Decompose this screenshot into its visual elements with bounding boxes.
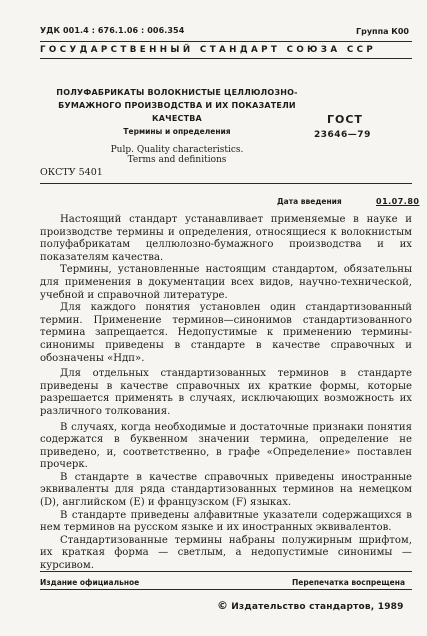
gost-label: ГОСТ: [327, 113, 363, 126]
english-title-line: Terms and definitions: [127, 155, 227, 165]
english-title: [52, 145, 302, 165]
title-line: КАЧЕСТВА: [152, 114, 202, 123]
effective-date-value: 01.07.80: [376, 197, 420, 206]
body-paragraph: Стандартизованные термины набраны полужирным шрифтом, их краткая форма — светлым, а недопустимые синонимы — курсивом.: [40, 534, 412, 572]
english-title-line: Pulp. Quality characteristics.: [110, 145, 244, 155]
gost-number: 23646—79: [314, 130, 371, 140]
body-paragraph: Настоящий стандарт устанавливает применяемые в науке и производстве термины и определения, относящиеся к волокнистым полуфабрикатам целлюлозно-бумажного производства и их показателям качества.: [40, 214, 412, 263]
body-paragraph: Для каждого понятия установлен один стандартизованный термин. Применение терминов—синонимов стандартизованного термина запрещается. Недопустимые к применению термины-синонимы приведены в стандарте в качестве справочных и обозначены «Ндп».: [40, 302, 412, 364]
reprint-notice: Перепечатка воспрещена: [292, 578, 406, 587]
document-title: [52, 86, 302, 125]
edition-note: Издание официальное: [40, 578, 140, 587]
effective-date-label: Дата введения: [277, 197, 342, 206]
gov-standard-heading: ГОСУДАРСТВЕННЫЙ СТАНДАРТ СОЮЗА ССР: [40, 45, 377, 55]
group-code: Группа К00: [356, 27, 409, 36]
footer-rule: [40, 571, 412, 572]
body-paragraph: Термины, установленные настоящим стандартом, обязательны для применения в документации всех видов, научно-технической, учебной и справочной литературе.: [40, 264, 412, 301]
body-text: [40, 214, 412, 573]
udk-code: УДК 001.4 : 676.1.06 : 006.354: [40, 26, 185, 35]
copyright-text: Издательство стандартов, 1989: [231, 602, 404, 612]
okstu-rule: [40, 183, 412, 184]
body-paragraph: В случаях, когда необходимые и достаточные признаки понятия содержатся в буквенном значении термина, определение не приведено, и, соответственно, в графе «Определение» поставлен прочерк.: [40, 421, 412, 471]
okstu-code: ОКСТУ 5401: [40, 167, 103, 178]
top-rule: [40, 41, 412, 42]
title-line: ПОЛУФАБРИКАТЫ ВОЛОКНИСТЫЕ ЦЕЛЛЮЛОЗНО-: [56, 88, 298, 97]
footer-rule-2: [40, 589, 412, 590]
document-subtitle: Термины и определения: [123, 127, 231, 136]
body-paragraph: В стандарте приведены алфавитные указатели содержащихся в нем терминов на русском языке и их иностранных эквивалентов.: [40, 509, 412, 534]
body-paragraph: Для отдельных стандартизованных терминов в стандарте приведены в качестве справочных их краткие формы, которые разрешается применять в случаях, исключающих возможность их различного толкования.: [40, 368, 412, 417]
title-line: БУМАЖНОГО ПРОИЗВОДСТВА И ИХ ПОКАЗАТЕЛИ: [58, 101, 296, 110]
copyright: [217, 599, 404, 612]
header-rule: [40, 58, 412, 59]
copyright-icon: ©: [217, 599, 229, 612]
body-paragraph: В стандарте в качестве справочных приведены иностранные эквиваленты для ряда стандартизованных терминов на немецком (D), английском (E) и французском (F) языках.: [40, 471, 412, 509]
